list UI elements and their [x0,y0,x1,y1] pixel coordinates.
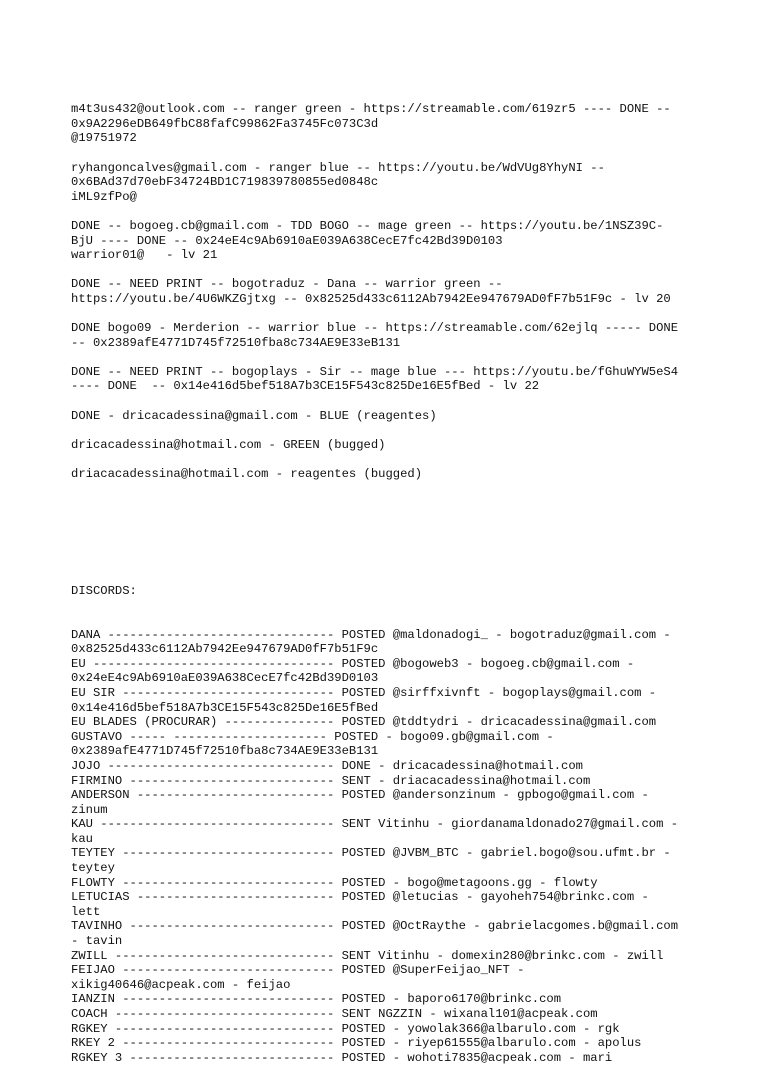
discord-line: COACH ------------------------------ SENT NGZZIN - wixanal101@acpeak.com [71,1007,598,1021]
discord-line: 0x24eE4c9Ab6910aE039A638CecE7fc42Bd39D0103 [71,671,379,686]
entry-line: dricacadessina@hotmail.com - GREEN (bugged) [71,437,386,452]
discord-line: RGKEY ------------------------------ POSTED - yowolak366@albarulo.com - rgk [71,1021,620,1036]
entry-block [71,365,711,394]
entry-block [71,321,711,350]
blank-line [71,204,711,219]
discord-line: IANZIN ----------------------------- POSTED - baporo6170@brinkc.com [71,992,562,1007]
discord-line: FEIJAO ----------------------------- POSTED @SuperFeijao_NFT - [71,963,525,978]
discord-line: EU --------------------------------- POSTED @bogoweb3 - bogoeg.cb@gmail.com - [71,656,635,671]
entry-line: DONE - dricacadessina@gmail.com - BLUE (reagentes) [71,408,437,423]
discord-line: EU SIR ----------------------------- POSTED @sirffxivnft - bogoplays@gmail.com - [71,685,657,700]
blank-line [71,394,711,409]
entry-block [71,467,711,482]
blank-line [71,146,711,161]
discord-line: TAVINHO ---------------------------- POSTED @OctRaythe - gabrielacgomes.b@gmail.com [71,919,679,934]
discord-line: FLOWTY ----------------------------- POSTED - bogo@metagoons.gg - flowty [71,875,598,890]
blank-line [71,423,711,438]
entry-line: -- 0x2389afE4771D745f72510fba8c734AE9E33eB131 [71,335,401,350]
entries-section [71,102,711,481]
document-page [71,73,711,1080]
discord-line: FIRMINO ---------------------------- SENT - driacacadessina@hotmail.com [71,773,591,788]
discord-line: KAU -------------------------------- SENT Vitinhu - giordanamaldonado27@gmail.com - [71,817,679,832]
discord-line: ANDERSON --------------------------- POSTED @andersonzinum - gpbogo@gmail.com - [71,788,649,803]
entry-line: ---- DONE -- 0x14e416d5bef518A7b3CE15F543c825De16E5fBed - lv 22 [71,379,540,394]
entry-block [71,219,711,263]
discord-line: - tavin [71,934,123,949]
entry-line: ryhangoncalves@gmail.com - ranger blue -- https://youtu.be/WdVUg8YhyNI -- [71,160,605,175]
discord-line: 0x2389afE4771D745f72510fba8c734AE9E33eB131 [71,744,379,759]
entry-line: 0x9A2296eDB649fbC88fafC99862Fa3745Fc073C3d [71,116,379,131]
entry-line: BjU ---- DONE -- 0x24eE4c9Ab6910aE039A638CecE7fc42Bd39D0103 [71,233,503,248]
entry-line: warrior01@ - lv 21 [71,248,218,263]
discord-line: LETUCIAS --------------------------- POSTED @letucias - gayoheh754@brinkc.com - [71,890,649,905]
discord-line: 0x14e416d5bef518A7b3CE15F543c825De16E5fBed [71,700,379,715]
discord-line: 0x82525d433c6112Ab7942Ee947679AD0fF7b51F9c [71,642,379,657]
discord-line: TEYTEY ----------------------------- POSTED @JVBM_BTC - gabriel.bogo@sou.ufmt.br - [71,846,671,861]
discord-line: GUSTAVO ----- --------------------- POSTED - bogo09.gb@gmail.com - [71,729,554,744]
section-spacer [71,511,711,526]
entry-line: iML9zfPo@ [71,189,137,204]
discord-line: lett [71,904,101,919]
entry-block [71,277,711,306]
entry-block [71,438,711,453]
blank-line [71,350,711,365]
discord-line: DANA ------------------------------- POSTED @maldonadogi_ - bogotraduz@gmail.com - [71,627,671,642]
entry-line: @19751972 [71,131,137,146]
discord-line: RKEY 2 ----------------------------- POSTED - riyep61555@albarulo.com - apolus [71,1036,642,1051]
discord-line: ZWILL ------------------------------ SENT Vitinhu - domexin280@brinkc.com - zwill [71,948,664,963]
discord-line: xikig40646@acpeak.com - feijao [71,977,291,992]
entry-block [71,161,711,205]
entry-block [71,102,711,146]
discord-line: teytey [71,861,115,876]
discords-heading: DISCORDS: [71,583,137,598]
entry-line: m4t3us432@outlook.com -- ranger green - https://streamable.com/619zr5 ---- DONE -- [71,102,671,117]
blank-line [71,307,711,322]
entry-line: DONE -- bogoeg.cb@gmail.com - TDD BOGO -- mage green -- https://youtu.be/1NSZ39C- [71,218,664,233]
entry-block [71,409,711,424]
entry-line: DONE -- NEED PRINT -- bogotraduz - Dana -- warrior green -- [71,277,503,292]
discord-line: EU BLADES (PROCURAR) --------------- POSTED @tddtydri - dricacadessina@gmail.com [71,715,657,730]
entry-line: https://youtu.be/4U6WKZGjtxg -- 0x82525d433c6112Ab7942Ee947679AD0fF7b51F9c - lv 20 [71,291,671,306]
entry-line: DONE bogo09 - Merderion -- warrior blue -- https://streamable.com/62ejlq ----- DONE [71,321,679,336]
discord-line: kau [71,831,93,846]
entry-line: 0x6BAd37d70ebF34724BD1C719839780855ed0848c [71,175,379,190]
entry-line: DONE -- NEED PRINT -- bogoplays - Sir -- mage blue --- https://youtu.be/fGhuWYW5eS4 [71,364,679,379]
blank-line [71,263,711,278]
discord-line: RGKEY 3 ---------------------------- POSTED - wohoti7835@acpeak.com - mari [71,1050,613,1065]
discord-line: zinum [71,802,108,817]
entry-line: driacacadessina@hotmail.com - reagentes (bugged) [71,467,423,482]
discords-section [71,555,711,1066]
blank-line [71,452,711,467]
discord-line: JOJO ------------------------------- DONE - dricacadessina@hotmail.com [71,758,583,773]
